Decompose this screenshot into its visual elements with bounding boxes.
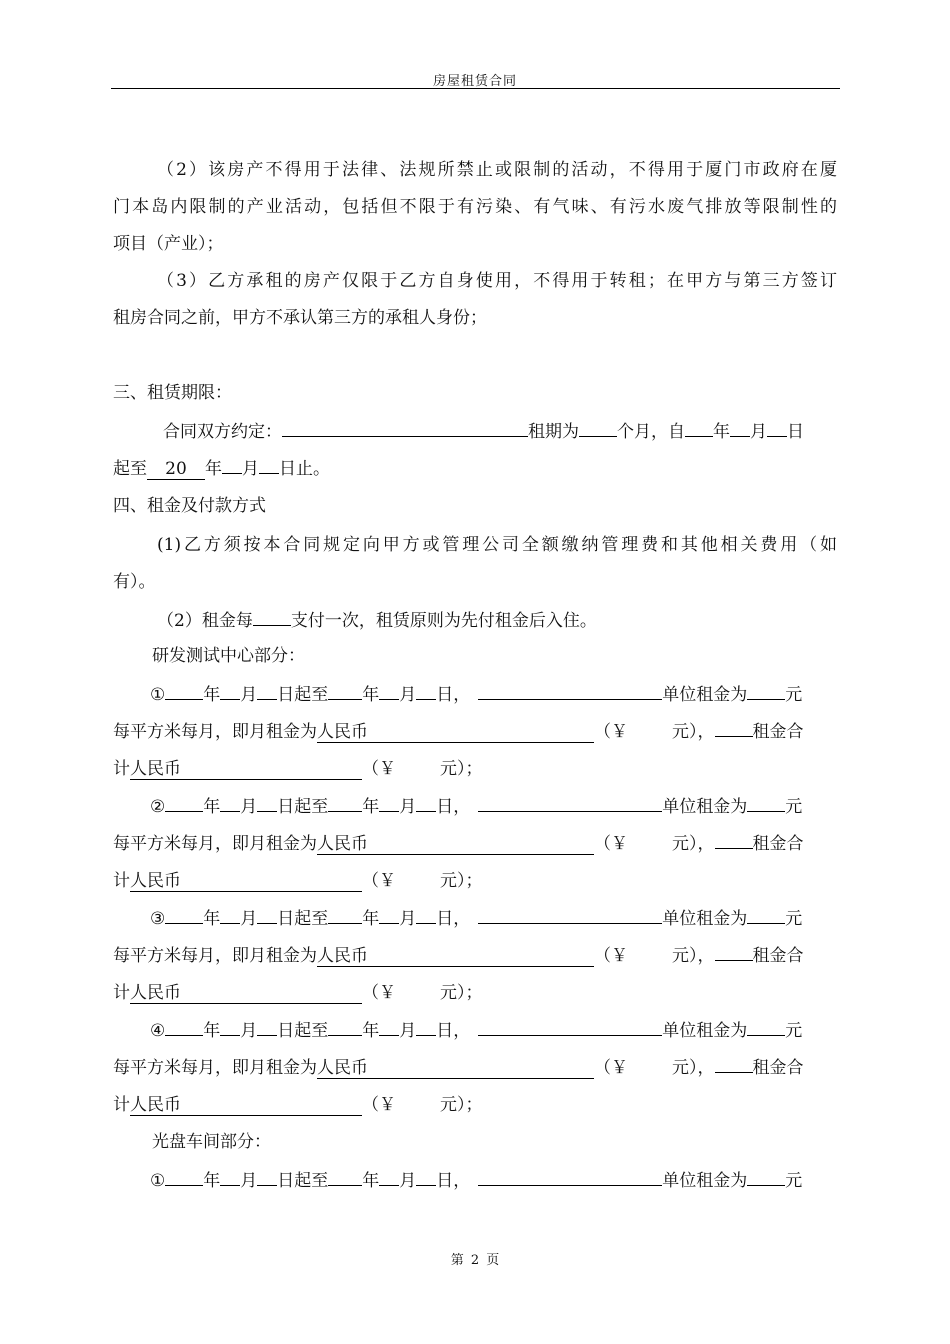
entry-to-year-field[interactable] <box>328 792 362 812</box>
year-label: 年 <box>203 797 221 817</box>
day-from-label: 日起至 <box>277 797 329 817</box>
rd-center-heading: 研发测试中心部分： <box>152 646 305 666</box>
unit-rent-label: 单位租金为 <box>662 797 748 817</box>
entry-marker: ① <box>150 685 166 705</box>
year-label: 年 <box>203 1021 221 1041</box>
entry-area-field[interactable] <box>478 1016 662 1036</box>
entry-monthly-rent-yen-field[interactable] <box>628 717 672 737</box>
month-label: 月 <box>399 685 417 705</box>
year-label: 年 <box>713 422 730 442</box>
day-to-label: 日， <box>436 1171 471 1191</box>
year-label: 年 <box>205 459 222 479</box>
lease-start-month-field[interactable] <box>730 417 750 437</box>
yen-open-label: （￥ <box>594 946 628 966</box>
entry-monthly-rent-rmb-field[interactable]: 人民币 <box>317 947 594 967</box>
month-label: 月 <box>242 459 259 479</box>
entry-to-year-field[interactable] <box>328 1166 362 1186</box>
entry-total-yen-field[interactable] <box>396 866 440 886</box>
entry-to-month-field[interactable] <box>379 1166 399 1186</box>
entry-total-yen-field[interactable] <box>396 754 440 774</box>
lease-months-label: 个月，自 <box>617 422 685 442</box>
yuan-label: 元 <box>785 1021 803 1041</box>
entry-from-day-field[interactable] <box>257 1016 277 1036</box>
unit-rent-label: 单位租金为 <box>662 909 748 929</box>
day-from-label: 日起至 <box>277 1021 329 1041</box>
entry-unit-rent-field[interactable] <box>747 792 785 812</box>
per-month-label: 每平方米每月，即月租金为 <box>113 946 317 966</box>
unit-rent-label: 单位租金为 <box>662 685 748 705</box>
entry-monthly-rent-rmb-field[interactable]: 人民币 <box>317 1059 594 1079</box>
clause2-item3-line2: 租房合同之前，甲方不承认第三方的承租人身份； <box>113 308 487 328</box>
yuan-label: 元 <box>785 909 803 929</box>
entry-marker: ① <box>150 1171 166 1191</box>
entry-to-day-field[interactable] <box>416 680 436 700</box>
rent-entry-line1 <box>150 1016 802 1042</box>
entry-from-year-field[interactable] <box>165 792 203 812</box>
total-label: 租金合 <box>752 1058 804 1078</box>
yuan-label: 元 <box>785 1171 803 1191</box>
entry-monthly-rent-rmb-field[interactable]: 人民币 <box>317 723 594 743</box>
yen-open-label: （￥ <box>362 983 396 1003</box>
lease-term-line1 <box>163 417 804 443</box>
year-label: 年 <box>203 1171 221 1191</box>
section4-heading: 四、租金及付款方式 <box>113 496 266 516</box>
page-header-title: 房屋租赁合同 <box>432 74 517 89</box>
rent-entry-line2 <box>113 941 804 967</box>
day-to-label: 日， <box>436 909 471 929</box>
year-label: 年 <box>362 1021 380 1041</box>
month-label: 月 <box>240 1021 258 1041</box>
entry-to-day-field[interactable] <box>416 792 436 812</box>
month-label: 月 <box>240 1171 258 1191</box>
entry-marker: ③ <box>150 909 166 929</box>
lease-start-day-field[interactable] <box>767 417 787 437</box>
lease-end-label: 起至 <box>113 459 147 479</box>
entry-from-month-field[interactable] <box>220 904 240 924</box>
year-label: 年 <box>362 797 380 817</box>
yen-close-label: 元）， <box>672 722 715 742</box>
lease-term-line2 <box>113 454 330 480</box>
total-label-cont: 计 <box>113 871 130 891</box>
unit-rent-label: 单位租金为 <box>662 1171 748 1191</box>
entry-monthly-rent-yen-field[interactable] <box>628 829 672 849</box>
entry-from-year-field[interactable] <box>165 904 203 924</box>
total-label-cont: 计 <box>113 1095 130 1115</box>
payment-principle-text: 支付一次，租赁原则为先付租金后入住。 <box>290 611 597 631</box>
day-to-label: 日， <box>436 1021 471 1041</box>
year-label: 年 <box>362 909 380 929</box>
month-label: 月 <box>750 422 767 442</box>
yuan-label: 元 <box>785 797 803 817</box>
month-label: 月 <box>399 797 417 817</box>
entry-to-day-field[interactable] <box>416 1016 436 1036</box>
day-from-label: 日起至 <box>277 909 329 929</box>
day-label: 日 <box>787 422 804 442</box>
rent-entry-line3 <box>113 866 483 892</box>
total-close-label: 元）； <box>440 1095 483 1115</box>
entry-to-year-field[interactable] <box>328 904 362 924</box>
per-month-label: 每平方米每月，即月租金为 <box>113 834 317 854</box>
yen-close-label: 元）， <box>672 946 715 966</box>
month-label: 月 <box>240 909 258 929</box>
section4-item1-line2: 有）。 <box>113 572 156 592</box>
entry-to-day-field[interactable] <box>416 904 436 924</box>
clause2-item2-line3: 项目（产业）； <box>113 234 224 254</box>
entry-area-field[interactable] <box>478 792 662 812</box>
clause2-item2-line1: （2）该房产不得用于法律、法规所禁止或限制的活动，不得用于厦门市政府在厦 <box>157 160 837 180</box>
rent-entry-line1 <box>150 792 802 818</box>
entry-unit-rent-field[interactable] <box>747 1166 785 1186</box>
entry-from-day-field[interactable] <box>257 1166 277 1186</box>
entry-from-day-field[interactable] <box>257 904 277 924</box>
entry-from-day-field[interactable] <box>257 680 277 700</box>
entry-monthly-rent-yen-field[interactable] <box>628 941 672 961</box>
entry-total-months-field[interactable] <box>715 717 753 737</box>
entry-from-year-field[interactable] <box>165 1016 203 1036</box>
day-from-label: 日起至 <box>277 685 329 705</box>
entry-total-months-field[interactable] <box>715 1053 753 1073</box>
rent-entry-line2 <box>113 717 804 743</box>
rent-entry-line3 <box>113 754 483 780</box>
lease-end-year-field[interactable]: 20 <box>147 460 205 480</box>
day-to-label: 日， <box>436 685 471 705</box>
year-label: 年 <box>203 909 221 929</box>
entry-unit-rent-field[interactable] <box>747 1016 785 1036</box>
year-label: 年 <box>203 685 221 705</box>
rent-entry-line1 <box>150 1166 802 1192</box>
per-month-label: 每平方米每月，即月租金为 <box>113 722 317 742</box>
entry-total-rmb-field[interactable]: 人民币 <box>130 984 362 1004</box>
day-end-label: 日止。 <box>279 459 330 479</box>
total-label: 租金合 <box>752 946 804 966</box>
yen-open-label: （￥ <box>594 722 628 742</box>
entry-total-rmb-field[interactable]: 人民币 <box>130 760 362 780</box>
lease-months-field[interactable] <box>579 417 617 437</box>
yen-open-label: （￥ <box>362 871 396 891</box>
year-label: 年 <box>362 685 380 705</box>
day-to-label: 日， <box>436 797 471 817</box>
entry-monthly-rent-yen-field[interactable] <box>628 1053 672 1073</box>
lease-end-month-field[interactable] <box>222 454 242 474</box>
yen-close-label: 元）， <box>672 834 715 854</box>
entry-from-month-field[interactable] <box>220 1016 240 1036</box>
yen-open-label: （￥ <box>362 759 396 779</box>
total-close-label: 元）； <box>440 871 483 891</box>
entry-total-months-field[interactable] <box>715 941 753 961</box>
entry-monthly-rent-rmb-field[interactable]: 人民币 <box>317 835 594 855</box>
month-label: 月 <box>399 1021 417 1041</box>
entry-area-field[interactable] <box>478 904 662 924</box>
entry-from-year-field[interactable] <box>165 1166 203 1186</box>
entry-area-field[interactable] <box>478 1166 662 1186</box>
yen-open-label: （￥ <box>594 1058 628 1078</box>
entry-to-month-field[interactable] <box>379 792 399 812</box>
entry-total-rmb-field[interactable]: 人民币 <box>130 872 362 892</box>
cd-workshop-heading: 光盘车间部分： <box>152 1132 271 1152</box>
month-label: 月 <box>240 685 258 705</box>
entry-unit-rent-field[interactable] <box>747 904 785 924</box>
rent-entry-line1 <box>150 680 802 706</box>
per-month-label: 每平方米每月，即月租金为 <box>113 1058 317 1078</box>
rent-entry-line1 <box>150 904 802 930</box>
month-label: 月 <box>240 797 258 817</box>
payment-frequency-label: （2）租金每 <box>157 611 253 631</box>
section3-heading: 三、租赁期限： <box>113 383 232 403</box>
entry-to-day-field[interactable] <box>416 1166 436 1186</box>
entry-to-year-field[interactable] <box>328 680 362 700</box>
section4-item1-line1: (1)乙方须按本合同规定向甲方或管理公司全额缴纳管理费和其他相关费用（如 <box>157 535 837 555</box>
total-label: 租金合 <box>752 834 804 854</box>
clause2-item3-line1: （3）乙方承租的房产仅限于乙方自身使用，不得用于转租；在甲方与第三方签订 <box>157 271 837 291</box>
payment-frequency-field[interactable] <box>253 606 291 626</box>
total-label-cont: 计 <box>113 983 130 1003</box>
entry-marker: ② <box>150 797 166 817</box>
entry-unit-rent-field[interactable] <box>747 680 785 700</box>
section4-item2 <box>157 606 597 632</box>
rent-entry-line2 <box>113 1053 804 1079</box>
total-label-cont: 计 <box>113 759 130 779</box>
rent-entry-line2 <box>113 829 804 855</box>
lease-end-day-field[interactable] <box>259 454 279 474</box>
entry-to-month-field[interactable] <box>379 904 399 924</box>
entry-from-month-field[interactable] <box>220 680 240 700</box>
entry-to-year-field[interactable] <box>328 1016 362 1036</box>
total-close-label: 元）； <box>440 759 483 779</box>
year-label: 年 <box>362 1171 380 1191</box>
yen-open-label: （￥ <box>594 834 628 854</box>
entry-to-month-field[interactable] <box>379 1016 399 1036</box>
entry-from-day-field[interactable] <box>257 792 277 812</box>
day-from-label: 日起至 <box>277 1171 329 1191</box>
unit-rent-label: 单位租金为 <box>662 1021 748 1041</box>
lease-term-period-label: 租期为 <box>528 422 579 442</box>
total-close-label: 元）； <box>440 983 483 1003</box>
yuan-label: 元 <box>785 685 803 705</box>
entry-from-month-field[interactable] <box>220 792 240 812</box>
entry-total-months-field[interactable] <box>715 829 753 849</box>
yen-close-label: 元）， <box>672 1058 715 1078</box>
entry-total-yen-field[interactable] <box>396 978 440 998</box>
total-label: 租金合 <box>752 722 804 742</box>
lease-term-agreement-field[interactable] <box>282 417 528 437</box>
lease-term-agreed-label: 合同双方约定： <box>163 422 282 442</box>
entry-to-month-field[interactable] <box>379 680 399 700</box>
entry-from-month-field[interactable] <box>220 1166 240 1186</box>
page-header-rule <box>111 88 840 89</box>
month-label: 月 <box>399 1171 417 1191</box>
rent-entry-line3 <box>113 978 483 1004</box>
month-label: 月 <box>399 909 417 929</box>
entry-total-rmb-field[interactable]: 人民币 <box>130 1096 362 1116</box>
lease-start-year-field[interactable] <box>685 417 713 437</box>
yen-open-label: （￥ <box>362 1095 396 1115</box>
entry-total-yen-field[interactable] <box>396 1090 440 1110</box>
page-number: 第 2 页 <box>450 1253 500 1268</box>
clause2-item2-line2: 门本岛内限制的产业活动，包括但不限于有污染、有气味、有污水废气排放等限制性的 <box>113 197 837 217</box>
entry-marker: ④ <box>150 1021 166 1041</box>
rent-entry-line3 <box>113 1090 483 1116</box>
entry-from-year-field[interactable] <box>165 680 203 700</box>
entry-area-field[interactable] <box>478 680 662 700</box>
